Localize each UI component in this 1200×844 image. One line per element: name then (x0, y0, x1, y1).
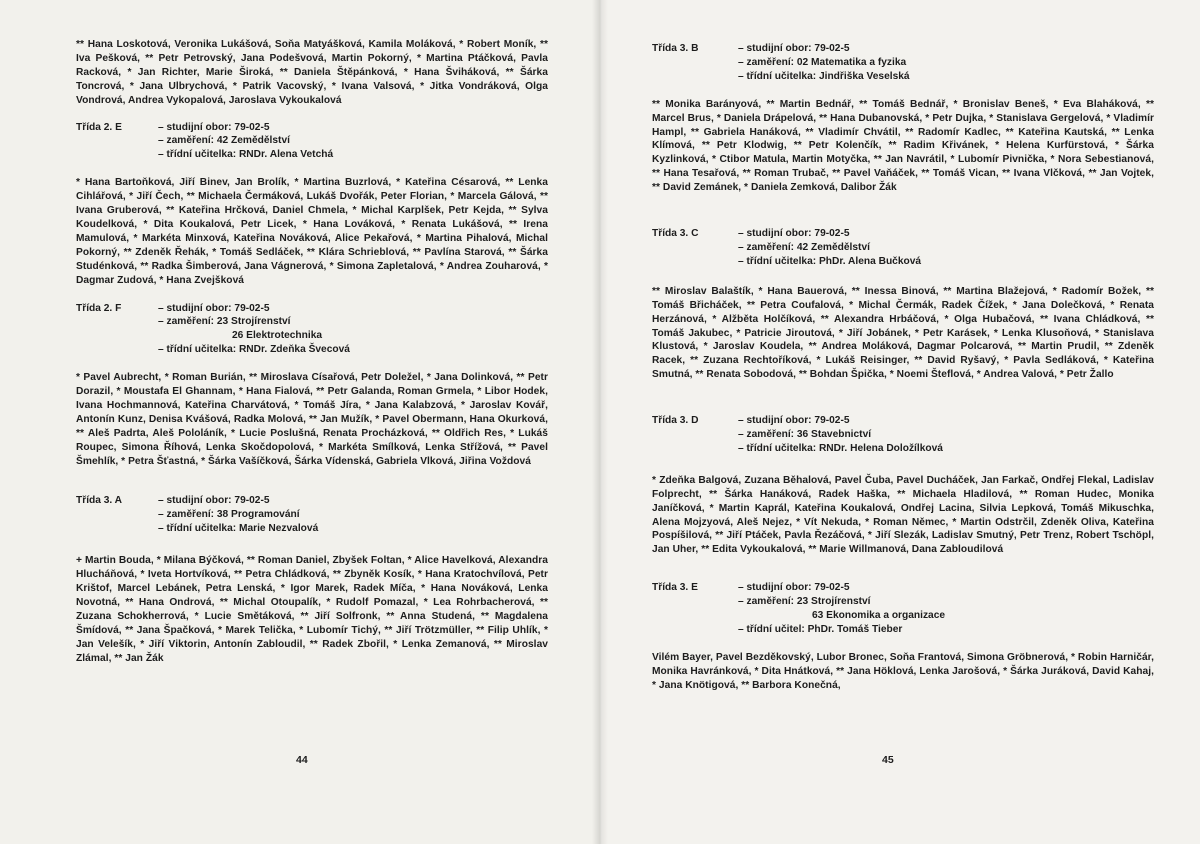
class-field-ucitel: – třídní učitelka: PhDr. Alena Bučková (738, 255, 922, 267)
student-list-3e: Vilém Bayer, Pavel Bezděkovský, Lubor Bronec, Soňa Frantová, Simona Gröbnerová, * Robin Harničár, Monika Havránková, * Dita Hnátková, ** Jana Höklová, Lenka Jarošová, * Šárka Juráková, David Kahaj, * Jana Knötigová, ** Barbora Konečná, (652, 651, 1154, 691)
class-header-2f (76, 302, 548, 358)
class-field-ucitel: – třídní učitel: PhDr. Tomáš Tieber (738, 624, 903, 635)
class-field-ucitel: – třídní učitelka: Marie Nezvalová (158, 523, 319, 535)
class-field-ucitel: – třídní učitelka: RNDr. Helena Doložílková (738, 442, 943, 454)
class-label: Třída 3. B (652, 43, 699, 54)
book-gutter (592, 0, 608, 844)
class-field-zamereni-2: 63 Ekonomika a organizace (812, 610, 946, 622)
class-header-3c (652, 227, 1154, 269)
class-field-obor: – studijní obor: 79-02-5 (158, 121, 270, 133)
class-field-obor: – studijní obor: 79-02-5 (158, 495, 270, 507)
page-45 (600, 0, 1200, 844)
class-field-obor: – studijní obor: 79-02-5 (158, 302, 270, 314)
student-list-2d-continued: ** Hana Loskotová, Veronika Lukášová, Soňa Matyášková, Kamila Moláková, * Robert Moník, ** Iva Pešková, ** Petr Petrovský, Jana Podešvová, Martin Pokorný, * Martina Ptáčková, Pavla Racková, * Jan Richter, Marie Široká, ** Daniela Štěpánková, * Hana Šviháková, ** Šárka Toncrová, * Jana Ulbrychová, * Patrik Vacovský, * Ivana Valsová, * Jitka Vondráková, Olga Vondrová, Andrea Vykopalová, Jaroslava Vykoukalová (76, 39, 548, 106)
class-header-2e (76, 121, 548, 163)
class-field-zamereni: – zaměření: 23 Strojírenství (158, 316, 291, 328)
class-field-zamereni: – zaměření: 42 Zemědělství (738, 241, 870, 253)
class-field-zamereni: – zaměření: 23 Strojírenství (738, 596, 871, 608)
student-list-3d: * Zdeňka Balgová, Zuzana Běhalová, Pavel Čuba, Pavel Ducháček, Jan Farkač, Ondřej Flekal, Ladislav Folprecht, ** Šárka Hanáková, Radek Haška, ** Michaela Hladilová, ** Roman Hudec, Monika Janíčková, * Martin Kaprál, Kateřina Koukalová, Ondřej Lacina, Silvia Lepková, Tomáš Mikuschka, Alena Mojzyová, Aleš Nejez, * Vít Nekuda, * Roman Němec, * Martin Odstrčil, Zdeněk Oliva, Kateřina Pospíšilová, ** Jiří Ptáček, Pavla Řezáčová, * Jiří Slezák, Ladislav Smutný, Petr Trenz, Robert Tschöpl, Jan Uher, ** Edita Vykoukalová, ** Marie Willmanová, Dana Zabloudilová (652, 474, 1154, 556)
class-label: Třída 3. A (76, 495, 123, 507)
class-field-zamereni: – zaměření: 36 Stavebnictví (738, 429, 872, 441)
student-list-3a: + Martin Bouda, * Milana Býčková, ** Roman Daniel, Zbyšek Foltan, * Alice Havelková, Alexandra Hlucháňová, * Iveta Hortvíková, ** Petra Chládková, ** Zbyněk Kosík, * Hana Kratochvílová, Petr Krištof, Marcel Lebánek, Petra Lenská, * Igor Marek, Radek Míča, * Hana Nováková, Lenka Novotná, ** Hana Ondrová, ** Michal Otoupalík, * Rudolf Pomazal, * Lea Rohrbacherová, ** Zuzana Schokherrová, * Lucie Smětáková, ** Jiří Solfronk, ** Anna Studená, ** Magdalena Šmídová, ** Jana Špačková, * Marek Telička, * Lubomír Tichý, ** Jiří Trötzmüller, ** Filip Uhlík, * Jan Velešík, * Jiří Viktorin, Antonín Zabloudil, ** Radek Zbořil, * Lenka Zemanová, ** Miroslav Zlámal, ** Jan Žák (76, 555, 548, 664)
class-field-obor: – studijní obor: 79-02-5 (738, 228, 850, 240)
class-label: Třída 3. C (652, 228, 699, 240)
class-field-obor: – studijní obor: 79-02-5 (738, 415, 850, 427)
student-list-2e: * Hana Bartoňková, Jiří Binev, Jan Brolík, * Martina Buzrlová, * Kateřina Césarová, ** Lenka Cihlářová, * Jiří Čech, ** Michaela Čermáková, Lukáš Dvořák, Peter Florian, * Marcela Gálová, ** Ivana Gruberová, ** Kateřina Hrčková, Daniel Chmela, * Michal Karplšek, Petr Kejda, ** Sylva Koudelková, * Dita Koukalová, Petr Licek, * Hana Lováková, * Renata Lukášová, ** Irena Mamulová, * Markéta Minxová, Kateřina Nováková, Alice Pekařová, * Martina Pihalová, Michal Pokorný, ** Zdeněk Řehák, * Tomáš Sedláček, ** Klára Schrieblová, ** Pavlína Starová, ** Šárka Studénková, ** Radka Šimberová, Jana Vágnerová, * Simona Zapletalová, * Andrea Zouharová, * Dagmar Zudová, * Hana Zvejšková (76, 177, 548, 286)
class-label: Třída 3. D (652, 415, 699, 427)
class-field-ucitel: – třídní učitelka: RNDr. Zdeňka Švecová (158, 344, 350, 356)
class-header-3a (76, 494, 548, 536)
class-label: Třída 3. E (652, 582, 698, 594)
class-field-zamereni: – zaměření: 42 Zemědělství (158, 135, 290, 147)
class-field-zamereni-2: 26 Elektrotechnika (232, 330, 323, 342)
class-field-ucitel: – třídní učitelka: Jindřiška Veselská (738, 70, 910, 82)
class-field-zamereni: – zaměření: 02 Matematika a fyzika (738, 56, 907, 68)
class-field-obor: – studijní obor: 79-02-5 (738, 43, 850, 54)
page-number: 45 (882, 754, 894, 766)
class-header-3d (652, 414, 1154, 456)
student-list-3c: ** Miroslav Balaštík, * Hana Bauerová, ** Inessa Binová, ** Martina Blažejová, * Radomír Božek, ** Tomáš Břicháček, ** Petra Coufalová, * Michal Čermák, Radek Čížek, * Jana Dolečková, * Renata Herzánová, * Alžběta Holčíková, ** Alexandra Hrbáčová, * Olga Hubačová, ** Ivana Chládková, ** Tomáš Jakubec, * Patricie Jiroutová, * Jiří Jobánek, * Petr Karásek, * Lenka Klusoňová, * Stanislava Klustová, * Jaroslav Koudela, ** Andrea Moláková, Dagmar Polcarová, ** Martin Prudil, ** Zdeněk Racek, ** Zuzana Rechtoříková, * Lukáš Reisinger, ** David Ryšavý, * Pavla Sedláková, * Kateřina Smutná, ** Renata Sobodová, ** Bohdan Špička, * Noemi Šteflová, * Andrea Valová, * Petr Žallo (652, 285, 1154, 381)
class-field-ucitel: – třídní učitelka: RNDr. Alena Vetchá (158, 149, 334, 161)
class-header-3e (652, 581, 1154, 637)
class-label: Třída 2. E (76, 121, 122, 133)
page-number: 44 (296, 754, 308, 766)
class-field-zamereni: – zaměření: 38 Programování (158, 509, 300, 521)
student-list-3b: ** Monika Barányová, ** Martin Bednář, ** Tomáš Bednář, * Bronislav Beneš, * Eva Blaháková, ** Marcel Brus, * Daniela Drápelová, ** Hana Dubanovská, * Petr Dujka, * Stanislava Gergelová, * Vladimír Hampl, ** Gabriela Hanáková, ** Vladimír Chvátil, ** Radomír Kadlec, ** Kateřina Kautská, ** Lenka Klímová, ** Petr Klodwig, ** Petr Kolenčík, ** Radim Křivánek, * Helena Kurfürstová, * Šárka Kyzlinková, * Ctibor Matula, Martin Motyčka, ** Jan Navrátil, * Lubomír Pivnička, * Nora Sebestianová, ** Hana Tesařová, ** Roman Trubač, ** Pavel Vaňáček, ** Tomáš Vican, ** Ivana Vlčková, ** Jan Vojtek, ** David Zemánek, * Daniela Zemková, Dalibor Žák (652, 98, 1154, 194)
class-header-3b (652, 42, 1154, 84)
student-list-2f: * Pavel Aubrecht, * Roman Burián, ** Miroslava Císařová, Petr Doležel, * Jana Dolinková, ** Petr Dorazil, * Moustafa El Ghannam, * Hana Fialová, ** Petr Galanda, Roman Grmela, * Libor Hodek, Ivana Hochmannová, Kateřina Charvátová, * Tomáš Jíra, * Jana Kalabzová, * Jaroslav Kovář, Antonín Kunz, Denisa Kvášová, Radka Molová, ** Jan Mužík, * Pavel Obermann, Hana Okurková, ** Aleš Padrta, Aleš Pololáník, * Lucie Poslušná, Renata Procházková, ** Oldřich Res, * Lukáš Roupec, Simona Říhová, Lenka Skočdopolová, * Markéta Smílková, Lenka Střížová, ** Pavel Šmehlík, * Petra Šťastná, * Šárka Vašíčková, Šárka Vídenská, Gabriela Vlková, Jiřina Voždová (76, 372, 548, 467)
class-field-obor: – studijní obor: 79-02-5 (738, 582, 850, 594)
class-label: Třída 2. F (76, 302, 122, 314)
